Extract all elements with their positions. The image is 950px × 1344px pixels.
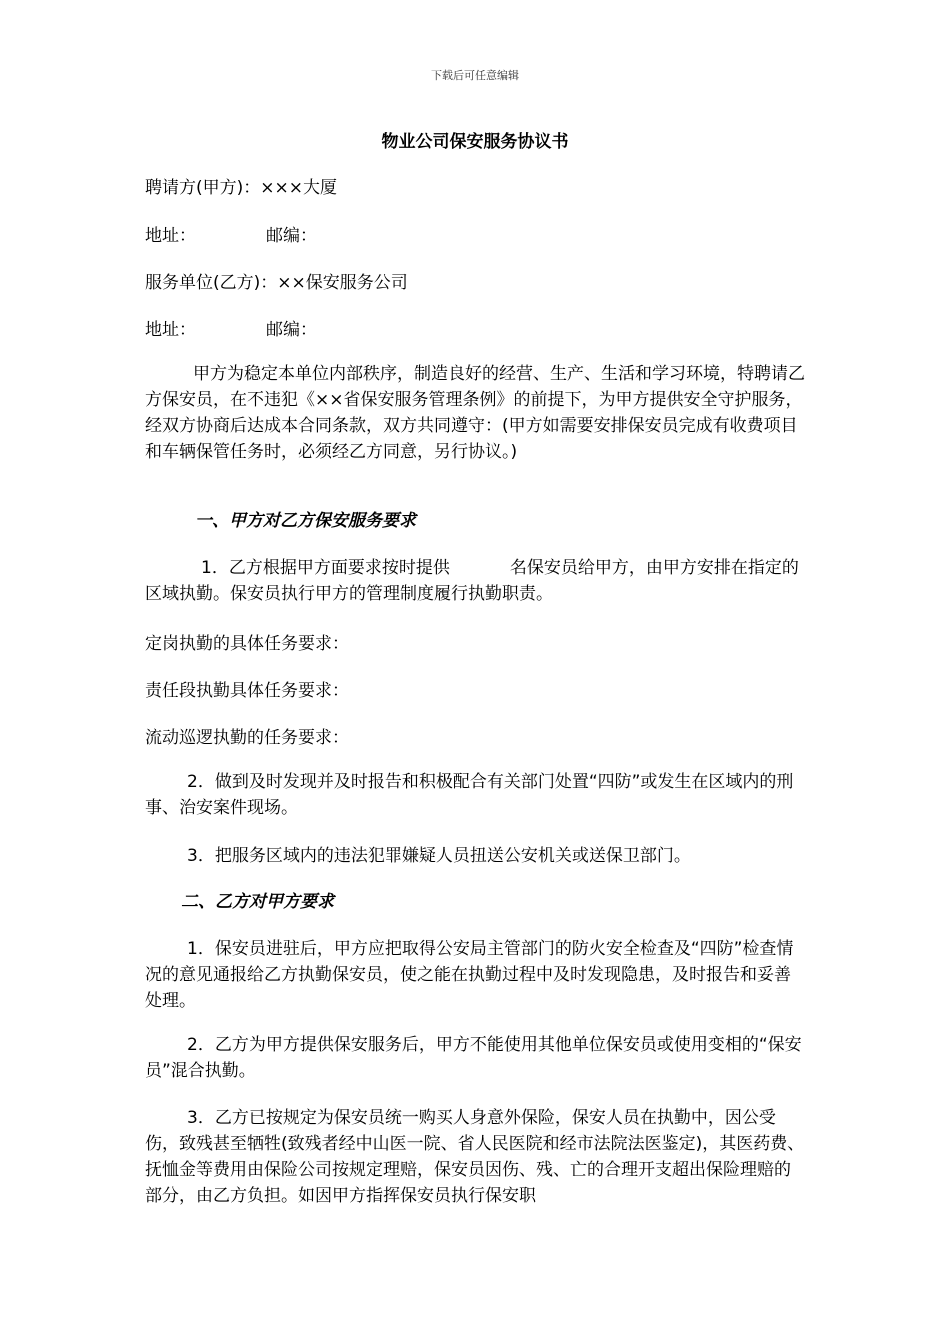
section2-item3: 3．乙方已按规定为保安员统一购买人身意外保险，保安人员在执勤中，因公受伤，致残甚至牺牲(致残者经中山医一院、省人民医院和经市法院法医鉴定)，其医药费、抚恤金等费用由保险公司按规定理赔，保安员因伤、残、亡的合理开支超出保险理赔的部分，由乙方负担。如因甲方指挥保安员执行保安职	[145, 1108, 805, 1206]
preamble-paragraph: 甲方为稳定本单位内部秩序，制造良好的经营、生产、生活和学习环境，特聘请乙方保安员，在不违犯《××省保安服务管理条例》的前提下，为甲方提供安全守护服务，经双方协商后达成本合同条款，双方共同遵守：(甲方如需要安排保安员完成有收费项目和车辆保管任务时，必须经乙方同意，另行协议。)	[145, 364, 805, 462]
section2-heading: 二、乙方对甲方要求	[181, 892, 334, 912]
party-b-label: 服务单位(乙方)：	[145, 273, 278, 293]
header-note: 下载后可任意编辑	[431, 69, 519, 82]
address-b-line	[145, 315, 317, 340]
address-b-label: 地址：	[145, 320, 196, 340]
section1-item1	[145, 555, 805, 607]
document-title: 物业公司保安服务协议书	[381, 132, 569, 152]
postcode-b-label: 邮编：	[266, 320, 317, 340]
section1-task1: 定岗执勤的具体任务要求：	[145, 634, 349, 654]
party-a-line	[145, 173, 337, 198]
party-b-line	[145, 268, 408, 293]
party-a-label: 聘请方(甲方)：	[145, 178, 261, 198]
section1-item2: 2．做到及时发现并及时报告和积极配合有关部门处置“四防”或发生在区域内的刑事、治安案件现场。	[145, 772, 794, 818]
address-a-label: 地址：	[145, 226, 196, 246]
party-a-value: ×××大厦	[260, 178, 337, 198]
section1-task2: 责任段执勤具体任务要求：	[145, 681, 349, 701]
postcode-a-label: 邮编：	[266, 226, 317, 246]
section1-item1-part-b: 名保安员给甲方，由甲方安排在指定的区域执勤。保安员执行甲方的管理制度履行执勤职责。	[145, 558, 799, 604]
section1-item1-part-a: 1．乙方根据甲方面要求按时提供	[201, 558, 450, 578]
section2-item1: 1．保安员进驻后，甲方应把取得公安局主管部门的防火安全检查及“四防”检查情况的意见通报给乙方执勤保安员，使之能在执勤过程中及时发现隐患，及时报告和妥善处理。	[145, 939, 794, 1011]
section2-item2: 2．乙方为甲方提供保安服务后，甲方不能使用其他单位保安员或使用变相的“保安员”混合执勤。	[145, 1035, 802, 1081]
party-b-value: ××保安服务公司	[277, 273, 408, 293]
section1-task3: 流动巡逻执勤的任务要求：	[145, 728, 349, 748]
section1-heading: 一、甲方对乙方保安服务要求	[195, 511, 416, 531]
address-a-line	[145, 221, 317, 246]
section1-item3: 3．把服务区域内的违法犯罪嫌疑人员扭送公安机关或送保卫部门。	[187, 846, 691, 866]
